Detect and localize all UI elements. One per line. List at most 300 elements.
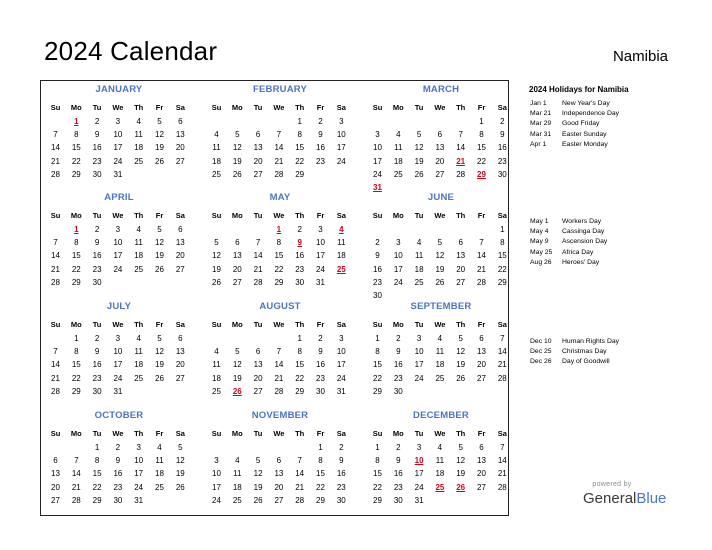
holiday-row-date: Apr 1 <box>530 140 547 148</box>
calendar-day: 10 <box>316 238 325 248</box>
calendar-day: 15 <box>497 251 507 261</box>
month-name: MARCH <box>422 84 460 95</box>
calendar-day: 4 <box>416 238 422 248</box>
calendar-day: 14 <box>497 456 507 466</box>
calendar-day: 4 <box>157 443 162 452</box>
weekday-label: Su <box>50 429 61 438</box>
holiday-row-name: Cassinga Day <box>562 228 605 236</box>
calendar-day: 30 <box>336 495 346 505</box>
brand-logo <box>583 490 666 507</box>
calendar-day: 13 <box>477 347 486 357</box>
calendar-day: 12 <box>253 469 263 479</box>
calendar-day: 12 <box>155 347 164 357</box>
calendar-day: 12 <box>435 251 445 261</box>
calendar-day: 6 <box>53 456 58 466</box>
calendar-day: 16 <box>497 143 507 153</box>
calendar-day: 9 <box>396 347 401 357</box>
calendar-day: 22 <box>316 482 325 492</box>
calendar-day: 22 <box>373 482 382 492</box>
calendar-day: 6 <box>255 347 261 357</box>
calendar-day: 28 <box>497 482 507 492</box>
calendar-day: 19 <box>456 360 466 370</box>
calendar-day: 2 <box>318 334 323 343</box>
calendar-day: 13 <box>51 469 60 479</box>
weekday-label: Su <box>372 103 383 112</box>
calendar-day: 3 <box>375 130 380 140</box>
calendar-day: 20 <box>175 251 185 261</box>
calendar-day: 19 <box>232 373 242 383</box>
calendar-day: 30 <box>497 169 507 179</box>
calendar-day: 11 <box>435 347 445 357</box>
holiday-date: 4 <box>339 225 344 234</box>
weekday-label: Su <box>372 320 383 329</box>
calendar-day: 30 <box>113 495 123 505</box>
weekday-label: Fr <box>316 211 325 220</box>
calendar-day: 12 <box>155 238 164 248</box>
month-february <box>206 84 354 184</box>
month-name: FEBRUARY <box>252 84 308 95</box>
calendar-day: 11 <box>212 143 221 153</box>
calendar-day: 12 <box>175 456 185 466</box>
calendar-day: 2 <box>94 117 100 126</box>
calendar-day: 25 <box>435 373 445 383</box>
calendar-day: 24 <box>316 264 325 274</box>
holiday-row-date: May 9 <box>530 238 549 246</box>
weekday-label: Tu <box>92 429 102 438</box>
calendar-day: 4 <box>235 456 240 466</box>
calendar-day: 17 <box>373 156 382 166</box>
calendar-day: 5 <box>458 334 463 343</box>
calendar-day: 30 <box>92 169 102 179</box>
calendar-day: 21 <box>477 264 486 274</box>
calendar-day: 25 <box>393 169 403 179</box>
calendar-day: 16 <box>92 251 102 261</box>
calendar-day: 17 <box>316 251 325 261</box>
calendar-day: 14 <box>51 251 60 261</box>
calendar-day: 22 <box>477 156 486 166</box>
calendar-day: 2 <box>297 225 302 234</box>
calendar-day: 1 <box>500 225 505 234</box>
month-august <box>206 301 354 401</box>
calendar-day: 6 <box>178 225 183 234</box>
calendar-day: 2 <box>339 443 344 452</box>
calendar-day: 24 <box>134 482 144 492</box>
calendar-day: 6 <box>458 238 463 248</box>
calendar-day: 24 <box>212 495 221 505</box>
holiday-date: 1 <box>276 225 282 234</box>
weekday-label: We <box>112 320 124 329</box>
calendar-day: 28 <box>477 277 486 287</box>
calendar-day: 25 <box>134 373 144 383</box>
calendar-day: 8 <box>318 456 323 466</box>
calendar-day: 27 <box>253 169 263 179</box>
calendar-day: 21 <box>51 264 60 274</box>
calendar-day: 7 <box>276 347 282 357</box>
weekday-label: Fr <box>155 211 164 220</box>
calendar-day: 17 <box>113 251 123 261</box>
weekday-label: Fr <box>477 429 486 438</box>
weekday-label: Mo <box>231 320 243 329</box>
weekday-label: Tu <box>414 320 424 329</box>
month-name: DECEMBER <box>413 410 469 421</box>
calendar-day: 12 <box>155 130 164 140</box>
calendar-day: 26 <box>435 277 445 287</box>
calendar-day: 4 <box>214 347 219 357</box>
calendar-day: 12 <box>456 347 466 357</box>
calendar-day: 5 <box>255 456 261 466</box>
calendar-day: 13 <box>253 143 263 153</box>
calendar-day: 26 <box>232 169 242 179</box>
calendar-day: 30 <box>92 386 102 396</box>
calendar-day: 21 <box>71 482 81 492</box>
weekday-label: Tu <box>414 211 424 220</box>
calendar-day: 16 <box>92 360 102 370</box>
calendar-day: 18 <box>336 251 346 261</box>
weekday-label: Su <box>50 320 61 329</box>
calendar-day: 11 <box>212 360 221 370</box>
calendar-day: 29 <box>373 495 382 505</box>
calendar-day: 27 <box>51 495 60 505</box>
calendar-day: 14 <box>51 360 60 370</box>
calendar-day: 27 <box>175 373 185 383</box>
calendar-day: 24 <box>414 482 424 492</box>
calendar-day: 19 <box>212 264 221 274</box>
calendar-day: 24 <box>336 373 346 383</box>
weekday-label: Sa <box>336 429 346 438</box>
calendar-day: 21 <box>295 482 305 492</box>
calendar-day: 6 <box>255 130 261 140</box>
weekday-label: Mo <box>70 103 82 112</box>
calendar-day: 8 <box>276 238 282 248</box>
calendar-day: 8 <box>74 347 79 357</box>
month-june <box>367 192 515 300</box>
calendar-day: 2 <box>94 225 100 234</box>
holiday-row-date: May 1 <box>530 218 549 225</box>
calendar-day: 28 <box>51 386 60 396</box>
calendar-day: 13 <box>456 251 466 261</box>
calendar-day: 4 <box>136 334 141 343</box>
calendar-day: 28 <box>497 373 507 383</box>
calendar-day: 8 <box>500 238 505 248</box>
calendar-day: 19 <box>175 469 185 479</box>
holiday-row-date: Jan 1 <box>530 100 547 107</box>
weekday-label: Sa <box>175 103 185 112</box>
calendar-day: 23 <box>92 156 102 166</box>
calendar-day: 24 <box>414 373 424 383</box>
brand-text-blue: Blue <box>636 490 667 507</box>
calendar-day: 10 <box>113 238 123 248</box>
calendar-day: 19 <box>155 143 164 153</box>
calendar-day: 26 <box>175 482 185 492</box>
weekday-label: Tu <box>253 429 263 438</box>
calendar-day: 6 <box>437 130 443 140</box>
month-july <box>45 301 193 401</box>
weekday-label: We <box>434 320 446 329</box>
calendar-day: 14 <box>274 360 284 370</box>
weekday-label: Fr <box>316 103 325 112</box>
calendar-day: 26 <box>253 495 263 505</box>
calendar-day: 18 <box>212 156 221 166</box>
holiday-row-name: Workers Day <box>562 218 602 225</box>
month-name: APRIL <box>104 192 134 203</box>
calendar-day: 27 <box>232 277 242 287</box>
calendar-day: 13 <box>253 360 263 370</box>
calendar-day: 14 <box>51 143 60 153</box>
weekday-label: Mo <box>70 429 82 438</box>
month-name: NOVEMBER <box>251 410 309 421</box>
calendar-day: 29 <box>92 495 102 505</box>
month-name: JULY <box>106 301 132 312</box>
calendar-day: 21 <box>51 156 60 166</box>
holiday-date: 1 <box>74 117 79 126</box>
calendar-day: 7 <box>458 130 463 140</box>
weekday-label: Th <box>295 211 305 220</box>
calendar-day: 9 <box>375 251 380 261</box>
calendar-day: 26 <box>155 264 164 274</box>
calendar-day: 15 <box>373 360 382 370</box>
calendar-day: 13 <box>435 143 445 153</box>
calendar-day: 19 <box>155 360 164 370</box>
weekday-label: Th <box>456 429 466 438</box>
calendar-day: 7 <box>74 456 79 466</box>
calendar-day: 2 <box>396 334 401 343</box>
calendar-day: 21 <box>51 373 60 383</box>
calendar-day: 1 <box>479 117 484 126</box>
weekday-label: Sa <box>497 103 507 112</box>
holiday-row-name: Good Friday <box>562 120 600 128</box>
calendar-day: 3 <box>416 334 422 343</box>
holiday-row-name: Day of Goodwill <box>562 358 610 366</box>
calendar-day: 31 <box>134 495 144 505</box>
calendar-day: 10 <box>113 347 123 357</box>
calendar-day: 11 <box>233 469 242 479</box>
weekday-label: Mo <box>392 429 404 438</box>
calendar-day: 29 <box>71 169 81 179</box>
calendar-day: 27 <box>175 264 185 274</box>
calendar-day: 22 <box>71 156 81 166</box>
holiday-date: 21 <box>456 156 466 166</box>
calendar-day: 5 <box>416 130 422 140</box>
calendar-day: 20 <box>456 264 466 274</box>
calendar-day: 13 <box>175 347 185 357</box>
calendar-day: 22 <box>295 156 305 166</box>
calendar-day: 1 <box>94 443 100 452</box>
calendar-day: 29 <box>295 169 305 179</box>
calendar-day: 30 <box>295 277 305 287</box>
calendar-day: 8 <box>375 347 380 357</box>
weekday-label: We <box>112 429 124 438</box>
calendar-day: 28 <box>51 169 60 179</box>
weekday-label: Th <box>134 103 144 112</box>
calendar-day: 28 <box>295 495 305 505</box>
weekday-label: We <box>434 211 446 220</box>
weekday-label: Su <box>211 211 222 220</box>
calendar-day: 5 <box>178 443 183 452</box>
calendar-day: 6 <box>276 456 282 466</box>
weekday-label: Fr <box>477 103 486 112</box>
weekday-label: Fr <box>316 320 325 329</box>
calendar-day: 8 <box>375 456 380 466</box>
calendar-day: 15 <box>71 251 81 261</box>
calendar-day: 16 <box>336 469 346 479</box>
holiday-row-date: May 25 <box>530 248 553 256</box>
calendar-day: 18 <box>232 482 242 492</box>
calendar-day: 3 <box>339 334 344 343</box>
weekday-label: We <box>273 320 285 329</box>
calendar-day: 14 <box>274 143 284 153</box>
calendar-day: 11 <box>337 238 346 248</box>
weekday-label: We <box>434 429 446 438</box>
calendar-day: 27 <box>175 156 185 166</box>
calendar-day: 19 <box>435 264 445 274</box>
calendar-day: 26 <box>414 169 424 179</box>
calendar-day: 3 <box>115 225 121 234</box>
calendar-day: 23 <box>336 482 346 492</box>
calendar-day: 21 <box>274 373 284 383</box>
calendar-day: 5 <box>235 347 240 357</box>
calendar-day: 4 <box>437 334 443 343</box>
holiday-row-name: Easter Sunday <box>562 130 607 138</box>
weekday-label: Fr <box>155 320 164 329</box>
holiday-row-date: Aug 26 <box>530 258 552 266</box>
weekday-label: Fr <box>477 211 486 220</box>
holiday-row-name: New Year's Day <box>562 100 610 107</box>
calendar-day: 19 <box>232 156 242 166</box>
holiday-date: 26 <box>232 386 242 396</box>
calendar-day: 26 <box>456 373 466 383</box>
calendar-day: 9 <box>94 238 100 248</box>
calendar-day: 8 <box>74 130 79 140</box>
calendar-day: 5 <box>157 334 162 343</box>
calendar-day: 7 <box>500 334 505 343</box>
calendar-day: 27 <box>456 277 466 287</box>
calendar-day: 29 <box>373 386 382 396</box>
calendar-day: 16 <box>295 251 305 261</box>
calendar-day: 10 <box>393 251 403 261</box>
holiday-date: 10 <box>414 456 424 466</box>
calendar-day: 2 <box>500 117 505 126</box>
calendar-day: 4 <box>396 130 401 140</box>
calendar-day: 16 <box>393 469 403 479</box>
calendar-day: 15 <box>71 143 81 153</box>
calendar-day: 18 <box>435 469 445 479</box>
calendar-day: 14 <box>456 143 466 153</box>
calendar-day: 2 <box>396 443 401 452</box>
month-march <box>367 84 515 192</box>
calendar-day: 5 <box>214 238 219 248</box>
weekday-label: We <box>112 103 124 112</box>
calendar-day: 6 <box>235 238 240 248</box>
weekday-label: Th <box>456 211 466 220</box>
calendar-day: 20 <box>175 143 185 153</box>
calendar-day: 15 <box>92 469 102 479</box>
calendar-day: 30 <box>92 277 102 287</box>
holiday-row-date: Dec 10 <box>530 338 552 345</box>
calendar-day: 23 <box>316 373 325 383</box>
calendar-day: 18 <box>134 143 144 153</box>
holiday-row-date: Dec 26 <box>530 358 552 366</box>
weekday-label: Sa <box>497 429 507 438</box>
calendar-day: 10 <box>373 143 382 153</box>
calendar-day: 29 <box>71 277 81 287</box>
calendar-day: 18 <box>134 251 144 261</box>
calendar-day: 18 <box>414 264 424 274</box>
page-title: 2024 Calendar <box>44 36 218 66</box>
calendar-day: 9 <box>339 456 344 466</box>
calendar-day: 21 <box>497 469 507 479</box>
weekday-label: Tu <box>92 211 102 220</box>
calendar-day: 3 <box>416 443 422 452</box>
weekday-label: We <box>434 103 446 112</box>
calendar-day: 25 <box>212 386 221 396</box>
calendar-day: 23 <box>92 373 102 383</box>
calendar-day: 15 <box>295 360 305 370</box>
calendar-day: 18 <box>435 360 445 370</box>
calendar-day: 29 <box>295 386 305 396</box>
weekday-label: Tu <box>92 320 102 329</box>
calendar-day: 25 <box>414 277 424 287</box>
calendar-day: 18 <box>212 373 221 383</box>
calendar-day: 20 <box>253 156 263 166</box>
weekday-label: Su <box>50 211 61 220</box>
calendar-day: 19 <box>253 482 263 492</box>
calendar-day: 1 <box>297 334 302 343</box>
calendar-day: 28 <box>51 277 60 287</box>
calendar-day: 23 <box>316 156 325 166</box>
calendar-day: 27 <box>435 169 445 179</box>
calendar-day: 3 <box>396 238 401 248</box>
calendar-day: 6 <box>178 334 183 343</box>
calendar-day: 25 <box>212 169 221 179</box>
holidays-title: 2024 Holidays for Namibia <box>529 85 629 94</box>
calendar-grid <box>40 80 509 516</box>
calendar-day: 23 <box>92 264 102 274</box>
calendar-day: 2 <box>115 443 121 452</box>
calendar-day: 14 <box>253 251 263 261</box>
month-may <box>206 192 354 292</box>
weekday-label: Th <box>456 103 466 112</box>
weekday-label: Sa <box>336 211 346 220</box>
calendar-day: 29 <box>316 495 325 505</box>
calendar-day: 12 <box>232 143 242 153</box>
calendar-day: 29 <box>497 277 507 287</box>
calendar-day: 8 <box>297 130 302 140</box>
calendar-day: 2 <box>94 334 100 343</box>
calendar-day: 2 <box>375 238 380 248</box>
weekday-label: Mo <box>70 211 82 220</box>
weekday-label: Sa <box>175 429 185 438</box>
calendar-day: 1 <box>318 443 323 452</box>
calendar-day: 11 <box>134 130 143 140</box>
calendar-day: 7 <box>276 130 282 140</box>
month-name: MAY <box>269 192 291 203</box>
weekday-label: Tu <box>253 320 263 329</box>
holiday-row-name: Independence Day <box>562 110 620 118</box>
calendar-day: 19 <box>414 156 424 166</box>
weekday-label: Mo <box>392 103 404 112</box>
calendar-day: 20 <box>477 469 486 479</box>
calendar-day: 8 <box>94 456 100 466</box>
weekday-label: Mo <box>392 211 404 220</box>
calendar-day: 28 <box>456 169 466 179</box>
weekday-label: Su <box>211 320 222 329</box>
calendar-day: 27 <box>274 495 284 505</box>
calendar-day: 20 <box>274 482 284 492</box>
weekday-label: Sa <box>336 320 346 329</box>
calendar-day: 10 <box>212 469 221 479</box>
weekday-label: Fr <box>155 429 164 438</box>
calendar-day: 7 <box>53 130 58 140</box>
